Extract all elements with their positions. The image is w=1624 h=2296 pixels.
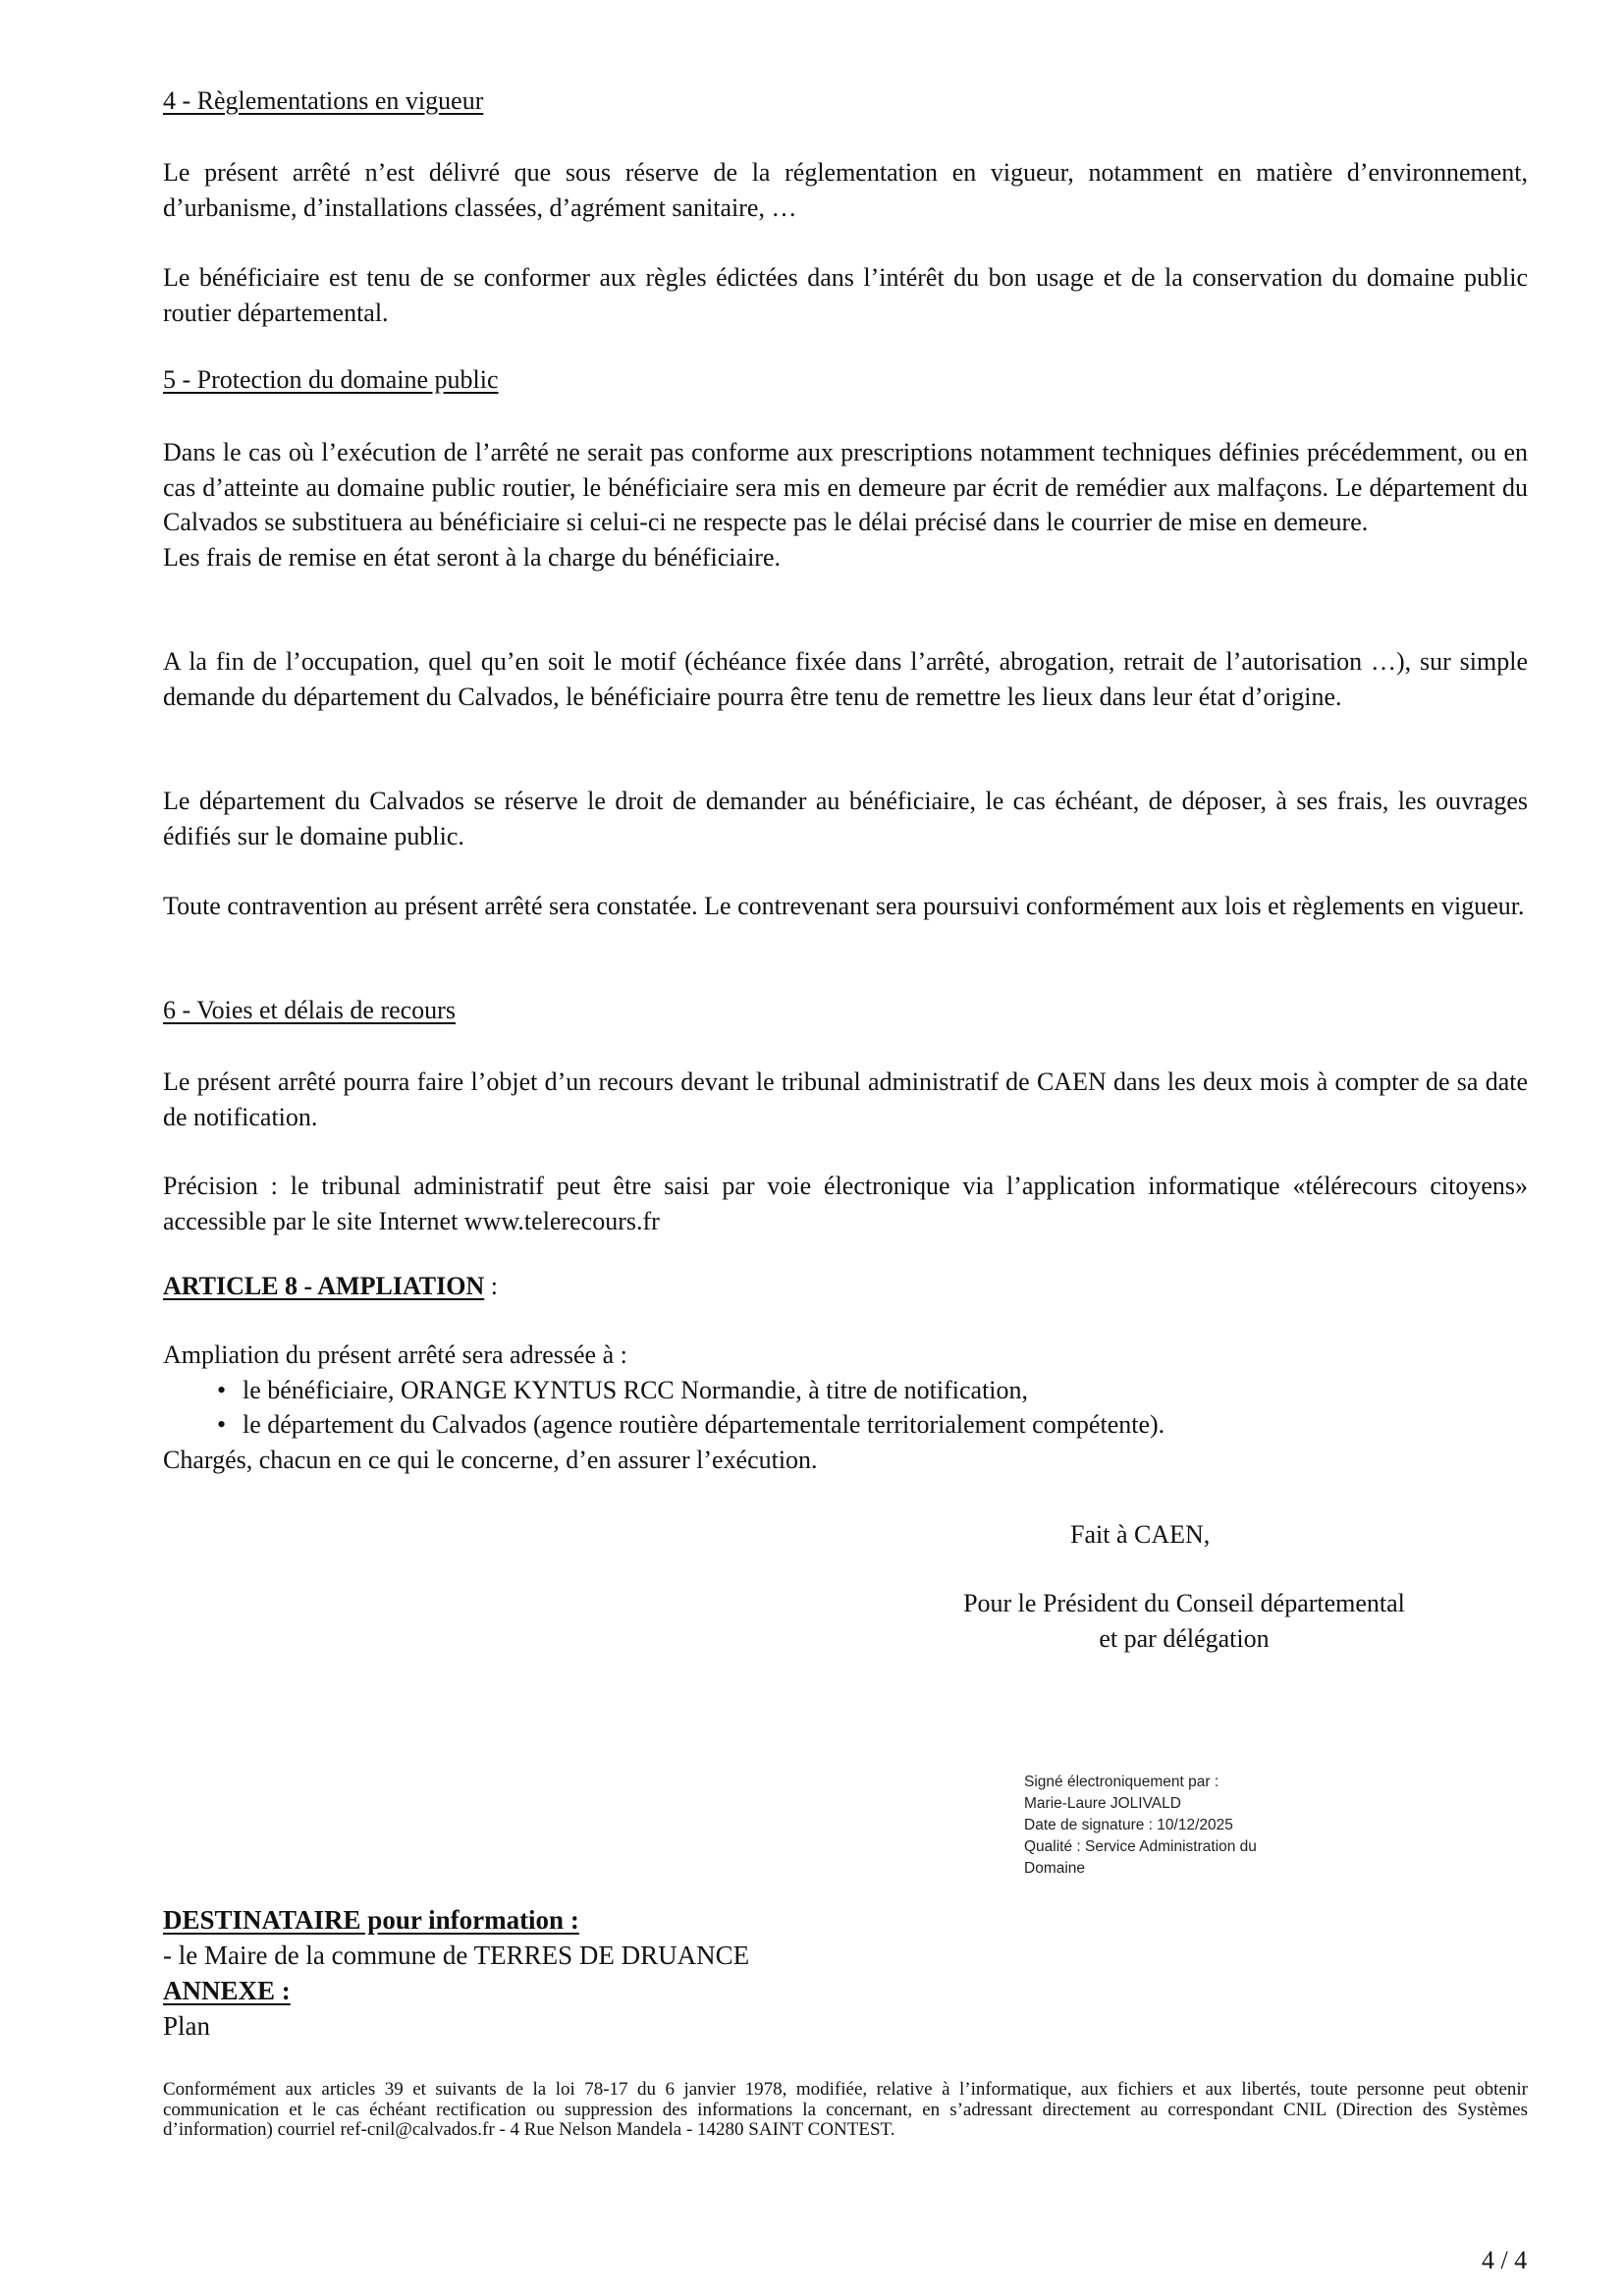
signature-role-cont: Domaine	[1024, 1860, 1086, 1877]
destinataire-block	[163, 1902, 1528, 2044]
signature-signer: Marie-Laure JOLIVALD	[1024, 1795, 1181, 1812]
section-5-heading: 5 - Protection du domaine public	[163, 365, 499, 394]
annexe-item: Plan	[163, 2011, 211, 2041]
signature-line: Signé électroniquement par :	[1024, 1774, 1219, 1790]
page-number: 4 / 4	[1482, 2246, 1528, 2274]
signoff-line-2: et par délégation	[1099, 1623, 1270, 1653]
cnil-footer: Conformément aux articles 39 et suivants de la loi 78-17 du 6 janvier 1978, modifiée, relative à l’informatique, aux fichiers et aux libertés, toute personne peut obtenir communication et le cas échéant rectification ou suppression des informations la concernant, en s’adressant directement au correspondant CNIL (Direction des Systèmes d’information) courriel ref-cnil@calvados.fr - 4 Rue Nelson Mandela - 14280 SAINT CONTEST.	[163, 2079, 1528, 2140]
annexe-title: ANNEXE :	[163, 1976, 291, 2005]
section-5-paragraph-2: A la fin de l’occupation, quel qu’en soit le motif (échéance fixée dans l’arrêté, abrogation, retrait de l’autorisation …), sur simple demande du département du Calvados, le bénéficiaire pourra être tenu de remettre les lieux dans leur état d’origine.	[163, 647, 1528, 711]
section-5-costs-line: Les frais de remise en état seront à la charge du bénéficiaire.	[163, 542, 781, 572]
signoff-place: Fait à CAEN,	[1070, 1520, 1211, 1549]
cnil-email-link[interactable]: ref-cnil@calvados.fr	[340, 2119, 495, 2140]
section-4-heading: 4 - Règlementations en vigueur	[163, 86, 484, 115]
signature-role: Qualité : Service Administration du	[1024, 1838, 1257, 1855]
article-8-heading	[163, 1272, 1528, 1301]
list-item: • le bénéficiaire, ORANGE KYNTUS RCC Normandie, à titre de notification,	[217, 1373, 1528, 1408]
section-5-paragraph-4: Toute contravention au présent arrêté sera constatée. Le contrevenant sera poursuivi conformément aux lois et règlements en vigueur.	[163, 892, 1525, 920]
section-4-paragraph-2: Le bénéficiaire est tenu de se conformer aux règles édictées dans l’intérêt du bon usage et de la conservation du domaine public routier départemental.	[163, 263, 1528, 327]
section-5-paragraph-3: Le département du Calvados se réserve le droit de demander au bénéficiaire, le cas échéant, de déposer, à ses frais, les ouvrages édifiés sur le domaine public.	[163, 787, 1528, 850]
signoff-line-1: Pour le Président du Conseil départemental	[963, 1589, 1405, 1617]
destinataire-title: DESTINATAIRE pour information :	[163, 1905, 579, 1935]
article-8-intro: Ampliation du présent arrêté sera adressée à :	[163, 1340, 627, 1369]
destinataire-line: - le Maire de la commune de TERRES DE DRUANCE	[163, 1941, 750, 1970]
list-item: • le département du Calvados (agence routière départementale territorialement compétente).	[217, 1407, 1528, 1443]
article-8-body	[163, 1338, 1528, 1477]
article-8-colon: :	[484, 1272, 498, 1300]
section-6-paragraph-2: Précision : le tribunal administratif peut être saisi par voie électronique via l’application informatique «télérecours citoyens» accessible par le site Internet www.telerecours.fr	[163, 1172, 1528, 1235]
article-8-title: ARTICLE 8 - AMPLIATION	[163, 1272, 485, 1300]
section-5-paragraph-1: Dans le cas où l’exécution de l’arrêté ne serait pas conforme aux prescriptions notamment techniques définies précédemment, ou en cas d’atteinte au domaine public routier, le bénéficiaire sera mis en demeure par écrit de remédier aux malfaçons. Le département du Calvados se substituera au bénéficiaire si celui-ci ne respecte pas le délai précisé dans le courrier de mise en demeure. Les frais de remise en état seront à la charge du bénéficiaire.	[163, 435, 1528, 574]
section-4-paragraph-1: Le présent arrêté n’est délivré que sous réserve de la réglementation en vigueur, notamment en matière d’environnement, d’urbanisme, d’installations classées, d’agrément sanitaire, …	[163, 158, 1528, 222]
section-6-heading: 6 - Voies et délais de recours	[163, 996, 456, 1024]
article-8-closing: Chargés, chacun en ce qui le concerne, d’en assurer l’exécution.	[163, 1445, 818, 1474]
ampliation-list	[163, 1373, 1528, 1443]
signature-date: Date de signature : 10/12/2025	[1024, 1817, 1233, 1833]
signoff-authority	[870, 1586, 1498, 1656]
electronic-signature-block	[1024, 1772, 1319, 1880]
section-6-paragraph-1: Le présent arrêté pourra faire l’objet d’un recours devant le tribunal administratif de CAEN dans les deux mois à compter de sa date de notification.	[163, 1067, 1528, 1131]
